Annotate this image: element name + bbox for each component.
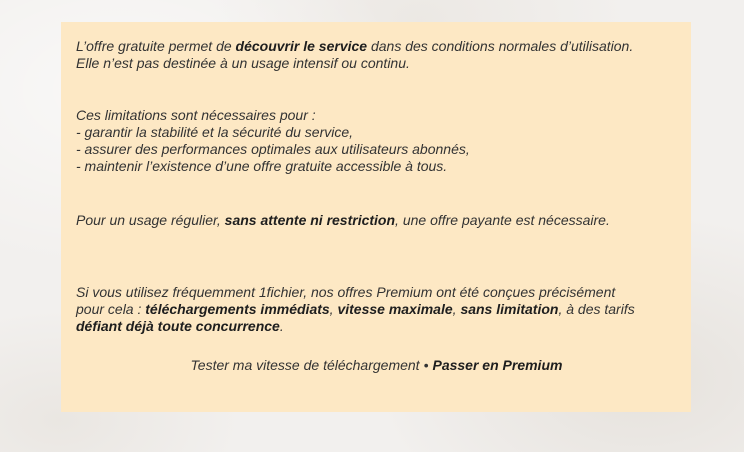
premium-text: , à des tarifs: [558, 301, 635, 317]
paid-offer-text-end: , une offre payante est nécessaire.: [395, 212, 610, 228]
premium-feature-downloads: téléchargements immédiats: [145, 301, 330, 317]
free-offer-notice: [61, 22, 691, 412]
speed-test-link[interactable]: Tester ma vitesse de téléchargement: [190, 357, 420, 373]
paid-offer-text: Pour un usage régulier,: [76, 212, 225, 228]
notice-paragraph-limitations: [76, 107, 677, 175]
premium-text: pour cela :: [76, 301, 146, 317]
limitations-item: - maintenir l’existence d’une offre gratuite accessible à tous.: [76, 158, 448, 174]
go-premium-link[interactable]: Passer en Premium: [432, 357, 563, 373]
notice-paragraph-premium: [76, 284, 677, 335]
intro-text: L’offre gratuite permet de: [76, 38, 236, 54]
intro-text-end: dans des conditions normales d’utilisation.: [367, 38, 634, 54]
limitations-item: - assurer des performances optimales aux utilisateurs abonnés,: [76, 141, 470, 157]
premium-feature-unlimited: sans limitation: [460, 301, 559, 317]
links-separator: •: [423, 357, 429, 373]
premium-comma: ,: [329, 301, 338, 317]
paid-offer-emphasis: sans attente ni restriction: [224, 212, 396, 228]
intro-second-line: Elle n’est pas destinée à un usage intensif ou continu.: [76, 55, 410, 71]
limitations-item: - garantir la stabilité et la sécurité du service,: [76, 124, 354, 140]
action-links: [76, 357, 677, 374]
intro-emphasis: découvrir le service: [235, 38, 368, 54]
premium-period: .: [279, 318, 284, 334]
notice-paragraph-paid-offer: [76, 212, 677, 229]
premium-feature-speed: vitesse maximale: [337, 301, 453, 317]
premium-text: Si vous utilisez fréquemment 1fichier, nos offres Premium ont été conçues précisément: [76, 284, 616, 300]
premium-pricing-emphasis: défiant déjà toute concurrence: [76, 318, 280, 334]
limitations-intro: Ces limitations sont nécessaires pour :: [76, 107, 316, 123]
premium-comma: ,: [452, 301, 461, 317]
notice-paragraph-intro: [76, 38, 677, 72]
